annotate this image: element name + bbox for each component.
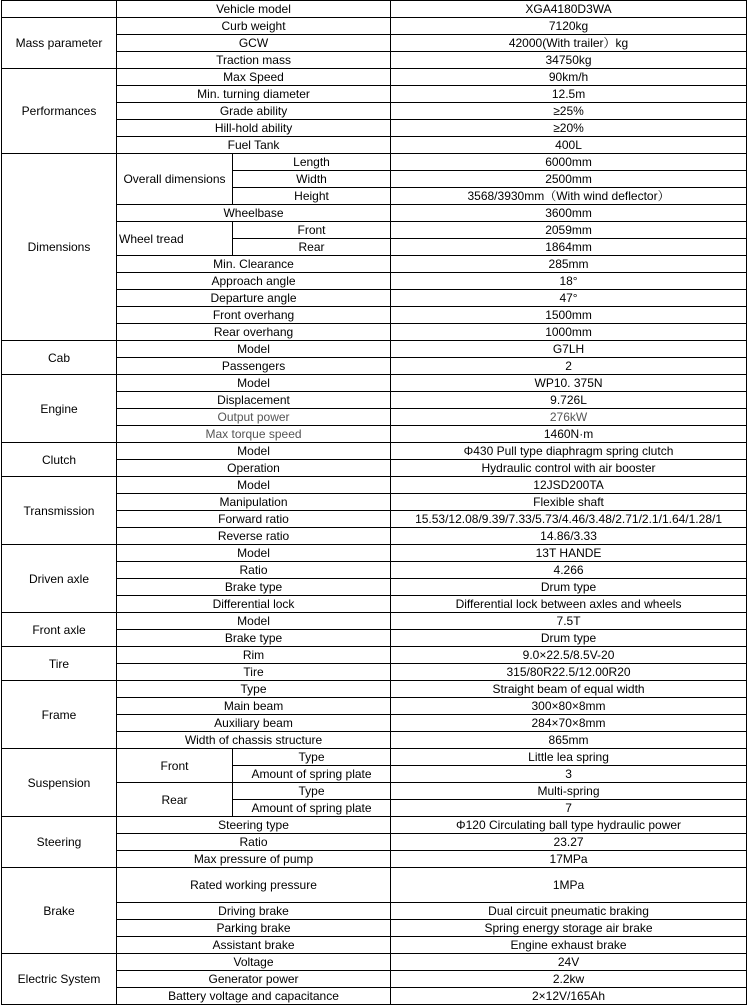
row-label: Hill-hold ability [117,120,391,137]
row-value: 3568/3930mm（With wind deflector） [391,188,747,205]
row-label: Differential lock [117,596,391,613]
row-label: Voltage [117,954,391,971]
table-row [2,1,747,18]
row-value: 2500mm [391,171,747,188]
section-title: Cab [2,341,117,375]
row-value: 2×12V/165Ah [391,988,747,1005]
row-label: Amount of spring plate [233,800,391,817]
row-value: G7LH [391,341,747,358]
row-value: 13T HANDE [391,545,747,562]
section-title: Mass parameter [2,18,117,69]
section-title: Brake [2,868,117,954]
row-value: WP10. 375N [391,375,747,392]
row-label: Min. Clearance [117,256,391,273]
row-label: Rim [117,647,391,664]
row-label: Driving brake [117,903,391,920]
section-title: Transmission [2,477,117,545]
row-label: Ratio [117,834,391,851]
row-value: Engine exhaust brake [391,937,747,954]
row-label: Length [233,154,391,171]
row-label: Vehicle model [117,1,391,18]
section-title: Clutch [2,443,117,477]
table-row [2,477,747,494]
row-label: Model [117,341,391,358]
row-value: Hydraulic control with air booster [391,460,747,477]
row-label: Type [233,749,391,766]
row-value: 2059mm [391,222,747,239]
row-value: Drum type [391,579,747,596]
row-value: ≥25% [391,103,747,120]
row-label: Max Speed [117,69,391,86]
row-label: Model [117,477,391,494]
row-value: XGA4180D3WA [391,1,747,18]
row-value: 12JSD200TA [391,477,747,494]
table-row [2,613,747,630]
row-value: 4.266 [391,562,747,579]
row-value: 315/80R22.5/12.00R20 [391,664,747,681]
row-label: Width [233,171,391,188]
row-value: Straight beam of equal width [391,681,747,698]
row-label: Displacement [117,392,391,409]
row-label: Type [117,681,391,698]
row-value: 2.2kw [391,971,747,988]
row-label: Departure angle [117,290,391,307]
row-value: 90km/h [391,69,747,86]
row-label: Max pressure of pump [117,851,391,868]
row-value: 300×80×8mm [391,698,747,715]
subgroup-title: Front [117,749,233,783]
row-label: Model [117,443,391,460]
row-value: 1MPa [391,868,747,903]
row-value: 1000mm [391,324,747,341]
row-value: Φ430 Pull type diaphragm spring clutch [391,443,747,460]
row-label: Curb weight [117,18,391,35]
row-value: 7 [391,800,747,817]
row-value: Dual circuit pneumatic braking [391,903,747,920]
subgroup-title: Overall dimensions [117,154,233,205]
row-label: Model [117,545,391,562]
row-label: Front overhang [117,307,391,324]
row-value: 400L [391,137,747,154]
row-value: Φ120 Circulating ball type hydraulic power [391,817,747,834]
section-title: Electric System [2,954,117,1005]
row-label: Ratio [117,562,391,579]
row-value: 276kW [391,409,747,426]
row-label: Min. turning diameter [117,86,391,103]
row-label: GCW [117,35,391,52]
row-label: Passengers [117,358,391,375]
row-label: Brake type [117,630,391,647]
row-label: Reverse ratio [117,528,391,545]
section-title: Suspension [2,749,117,817]
row-label: Generator power [117,971,391,988]
table-row [2,647,747,664]
row-label: Type [233,783,391,800]
row-label: Operation [117,460,391,477]
row-label: Main beam [117,698,391,715]
row-value: Little lea spring [391,749,747,766]
section-title: Performances [2,69,117,154]
row-label: Width of chassis structure [117,732,391,749]
row-label: Traction mass [117,52,391,69]
row-label: Parking brake [117,920,391,937]
row-value: 12.5m [391,86,747,103]
row-label: Forward ratio [117,511,391,528]
table-row [2,817,747,834]
row-label: Amount of spring plate [233,766,391,783]
row-value: Flexible shaft [391,494,747,511]
row-label: Height [233,188,391,205]
row-value: 1500mm [391,307,747,324]
section-title: Driven axle [2,545,117,613]
row-value: Drum type [391,630,747,647]
row-value: 17MPa [391,851,747,868]
section-title: Frame [2,681,117,749]
row-label: Rear [233,239,391,256]
table-row [2,18,747,35]
row-value: 284×70×8mm [391,715,747,732]
row-label: Brake type [117,579,391,596]
row-label: Approach angle [117,273,391,290]
row-value: 9.726L [391,392,747,409]
row-label: Max torque speed [117,426,391,443]
row-value: 1864mm [391,239,747,256]
section-title: Dimensions [2,154,117,341]
row-value: Differential lock between axles and wheels [391,596,747,613]
row-value: 6000mm [391,154,747,171]
row-value: 34750kg [391,52,747,69]
table-row [2,545,747,562]
row-value: 2 [391,358,747,375]
row-label: Rated working pressure [117,868,391,903]
subgroup-title: Rear [117,783,233,817]
row-label: Model [117,375,391,392]
row-label: Manipulation [117,494,391,511]
row-label: Battery voltage and capacitance [117,988,391,1005]
row-label: Grade ability [117,103,391,120]
section-title: Steering [2,817,117,868]
table-row [2,69,747,86]
row-label: Model [117,613,391,630]
table-row [2,954,747,971]
row-value: 285mm [391,256,747,273]
section-title: Front axle [2,613,117,647]
row-label: Assistant brake [117,937,391,954]
row-value: Spring energy storage air brake [391,920,747,937]
table-row [2,443,747,460]
row-label: Rear overhang [117,324,391,341]
row-label: Output power [117,409,391,426]
section-title: Engine [2,375,117,443]
table-row [2,681,747,698]
row-label: Fuel Tank [117,137,391,154]
row-label: Auxiliary beam [117,715,391,732]
row-label: Steering type [117,817,391,834]
row-value: 1460N·m [391,426,747,443]
row-label: Tire [117,664,391,681]
row-value: 9.0×22.5/8.5V-20 [391,647,747,664]
spec-table [1,0,747,1005]
row-value: 24V [391,954,747,971]
section-title: Tire [2,647,117,681]
row-value: 7120kg [391,18,747,35]
row-label: Wheelbase [117,205,391,222]
row-value: 42000(With trailer）kg [391,35,747,52]
table-row [2,154,747,171]
row-label: Front [233,222,391,239]
table-row [2,341,747,358]
row-value: 47° [391,290,747,307]
table-row [2,749,747,766]
row-value: 15.53/12.08/9.39/7.33/5.73/4.46/3.48/2.71/2.1/1.64/1.28/1 [391,511,747,528]
row-value: 14.86/3.33 [391,528,747,545]
row-value: 18° [391,273,747,290]
subgroup-title: Wheel tread [117,222,233,256]
row-value: 23.27 [391,834,747,851]
table-row [2,868,747,903]
row-value: 3600mm [391,205,747,222]
row-value: 3 [391,766,747,783]
row-value: Multi-spring [391,783,747,800]
row-value: 865mm [391,732,747,749]
section-blank [2,1,117,18]
row-value: ≥20% [391,120,747,137]
row-value: 7.5T [391,613,747,630]
table-row [2,375,747,392]
